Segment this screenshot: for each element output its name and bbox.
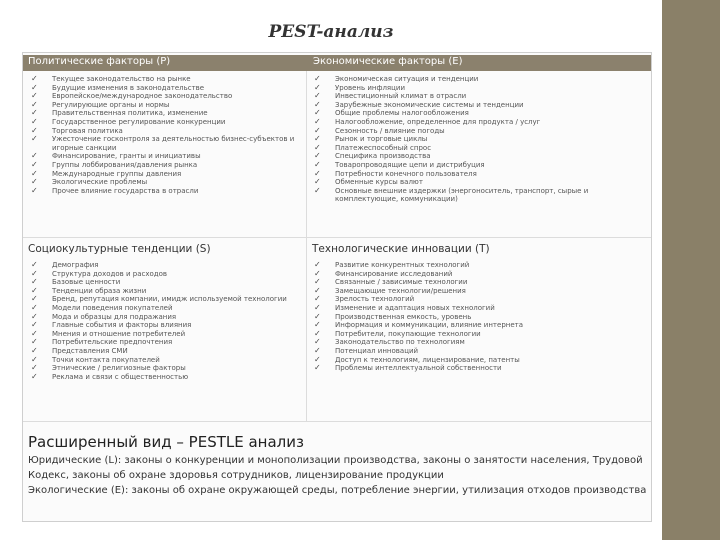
checklist-item: ✓ Товаропроводящие цепи и дистрибуция (312, 161, 588, 170)
checklist-item: ✓ Бренд, репутация компании, имидж используемой технологии (29, 295, 287, 304)
social-list (29, 261, 287, 381)
checklist-item: ✓ Рынок и торговые циклы (312, 135, 588, 144)
checklist-item: ✓ Будущие изменения в законодательстве (29, 84, 294, 93)
checklist-item: ✓ Финансирование исследований (312, 270, 523, 279)
checklist-item: ✓ Главные события и факторы влияния (29, 321, 287, 330)
checklist-item: ✓ Тенденции образа жизни (29, 287, 287, 296)
economic-list (312, 75, 588, 204)
page-title: PEST-анализ (268, 22, 394, 42)
checklist-item: ✓ Международные группы давления (29, 170, 294, 179)
checklist-item: ✓ Потенциал инноваций (312, 347, 523, 356)
checklist-item: ✓ Уровень инфляции (312, 84, 588, 93)
checklist-item: ✓ Реклама и связи с общественностью (29, 373, 287, 382)
checklist-item: ✓ Потребительские предпочтения (29, 338, 287, 347)
checklist-item: ✓ Ужесточение госконтроля за деятельностью бизнес-субъектов и (29, 135, 294, 144)
row-divider (23, 237, 651, 238)
political-heading: Политические факторы (P) (28, 56, 171, 67)
pestle-line-legal: Юридические (L): законы о конкуренции и монополизации производства, законы о занятости населения, Трудовой (28, 455, 643, 466)
political-list (29, 75, 294, 195)
checklist-item: ✓ Платежеспособный спрос (312, 144, 588, 153)
checklist-item: ✓ Инвестиционный климат в отрасли (312, 92, 588, 101)
checklist-item: ✓ Информация и коммуникации, влияние интернета (312, 321, 523, 330)
pestle-line-legal-cont: Кодекс, законы об охране здоровья сотрудников, лицензирование продукции (28, 470, 444, 481)
pestle-title: Расширенный вид – PESTLE анализ (28, 433, 304, 451)
checklist-item: ✓ Мнения и отношение потребителей (29, 330, 287, 339)
row-divider-bottom (23, 421, 651, 422)
pest-table (22, 52, 652, 522)
checklist-item: ✓ Развитие конкурентных технологий (312, 261, 523, 270)
checklist-item: ✓ Обменные курсы валют (312, 178, 588, 187)
technological-list (312, 261, 523, 373)
checklist-item: ✓ Европейское/международное законодательство (29, 92, 294, 101)
checklist-item: ✓ Потребности конечного пользователя (312, 170, 588, 179)
checklist-item: ✓ Правительственная политика, изменение (29, 109, 294, 118)
checklist-item: ✓ Демография (29, 261, 287, 270)
checklist-item: ✓ Государственное регулирование конкуренции (29, 118, 294, 127)
decorative-side-bar (662, 0, 720, 540)
checklist-item: ✓ Группы лоббирования/давления рынка (29, 161, 294, 170)
checklist-item: ✓ Основные внешние издержки (энергоноситель, транспорт, сырые и (312, 187, 588, 196)
checklist-item: ✓ Изменение и адаптация новых технологий (312, 304, 523, 313)
checklist-item: ✓ Доступ к технологиям, лицензирование, патенты (312, 356, 523, 365)
checklist-item: ✓ Торговая политика (29, 127, 294, 136)
checklist-item: комплектующие, коммуникации) (335, 195, 458, 204)
checklist-item: ✓ Зрелость технологий (312, 295, 523, 304)
checklist-item: ✓ Текущее законодательство на рынке (29, 75, 294, 84)
checklist-item: ✓ Специфика производства (312, 152, 588, 161)
checklist-item: ✓ Законодательство по технологиям (312, 338, 523, 347)
checklist-item: ✓ Проблемы интеллектуальной собственности (312, 364, 523, 373)
checklist-item: ✓ Потребители, покупающие технологии (312, 330, 523, 339)
header-band (23, 55, 651, 71)
checklist-item: ✓ Общие проблемы налогообложения (312, 109, 588, 118)
checklist-item: ✓ Производственная емкость, уровень (312, 313, 523, 322)
checklist-item: ✓ Регулирующие органы и нормы (29, 101, 294, 110)
checklist-item: ✓ Экологические проблемы (29, 178, 294, 187)
checklist-item: ✓ Точки контакта покупателей (29, 356, 287, 365)
checklist-item: ✓ Зарубежные экономические системы и тенденции (312, 101, 588, 110)
social-heading: Социокультурные тенденции (S) (28, 243, 211, 255)
checklist-item: ✓ Финансирование, гранты и инициативы (29, 152, 294, 161)
checklist-item: ✓ Представления СМИ (29, 347, 287, 356)
economic-heading: Экономические факторы (E) (313, 56, 463, 67)
checklist-item: ✓ Прочее влияние государства в отрасли (29, 187, 294, 196)
checklist-item: ✓ Структура доходов и расходов (29, 270, 287, 279)
checklist-item: ✓ Экономическая ситуация и тенденции (312, 75, 588, 84)
pestle-line-ecological: Экологические (E): законы об охране окружающей среды, потребление энергии, утилизация отходов производства (28, 485, 647, 496)
checklist-item: ✓ Замещающие технологии/решения (312, 287, 523, 296)
checklist-item: ✓ Базовые ценности (29, 278, 287, 287)
checklist-item: ✓ Мода и образцы для подражания (29, 313, 287, 322)
checklist-item: ✓ Связанные / зависимые технологии (312, 278, 523, 287)
technological-heading: Технологические инновации (T) (312, 243, 490, 255)
checklist-item: ✓ Этнические / религиозные факторы (29, 364, 287, 373)
checklist-item: ✓ Сезонность / влияние погоды (312, 127, 588, 136)
checklist-item: игорные санкции (52, 143, 117, 152)
column-divider (306, 71, 307, 421)
checklist-item: ✓ Модели поведения покупателей (29, 304, 287, 313)
checklist-item: ✓ Налогообложение, определенное для продукта / услуг (312, 118, 588, 127)
